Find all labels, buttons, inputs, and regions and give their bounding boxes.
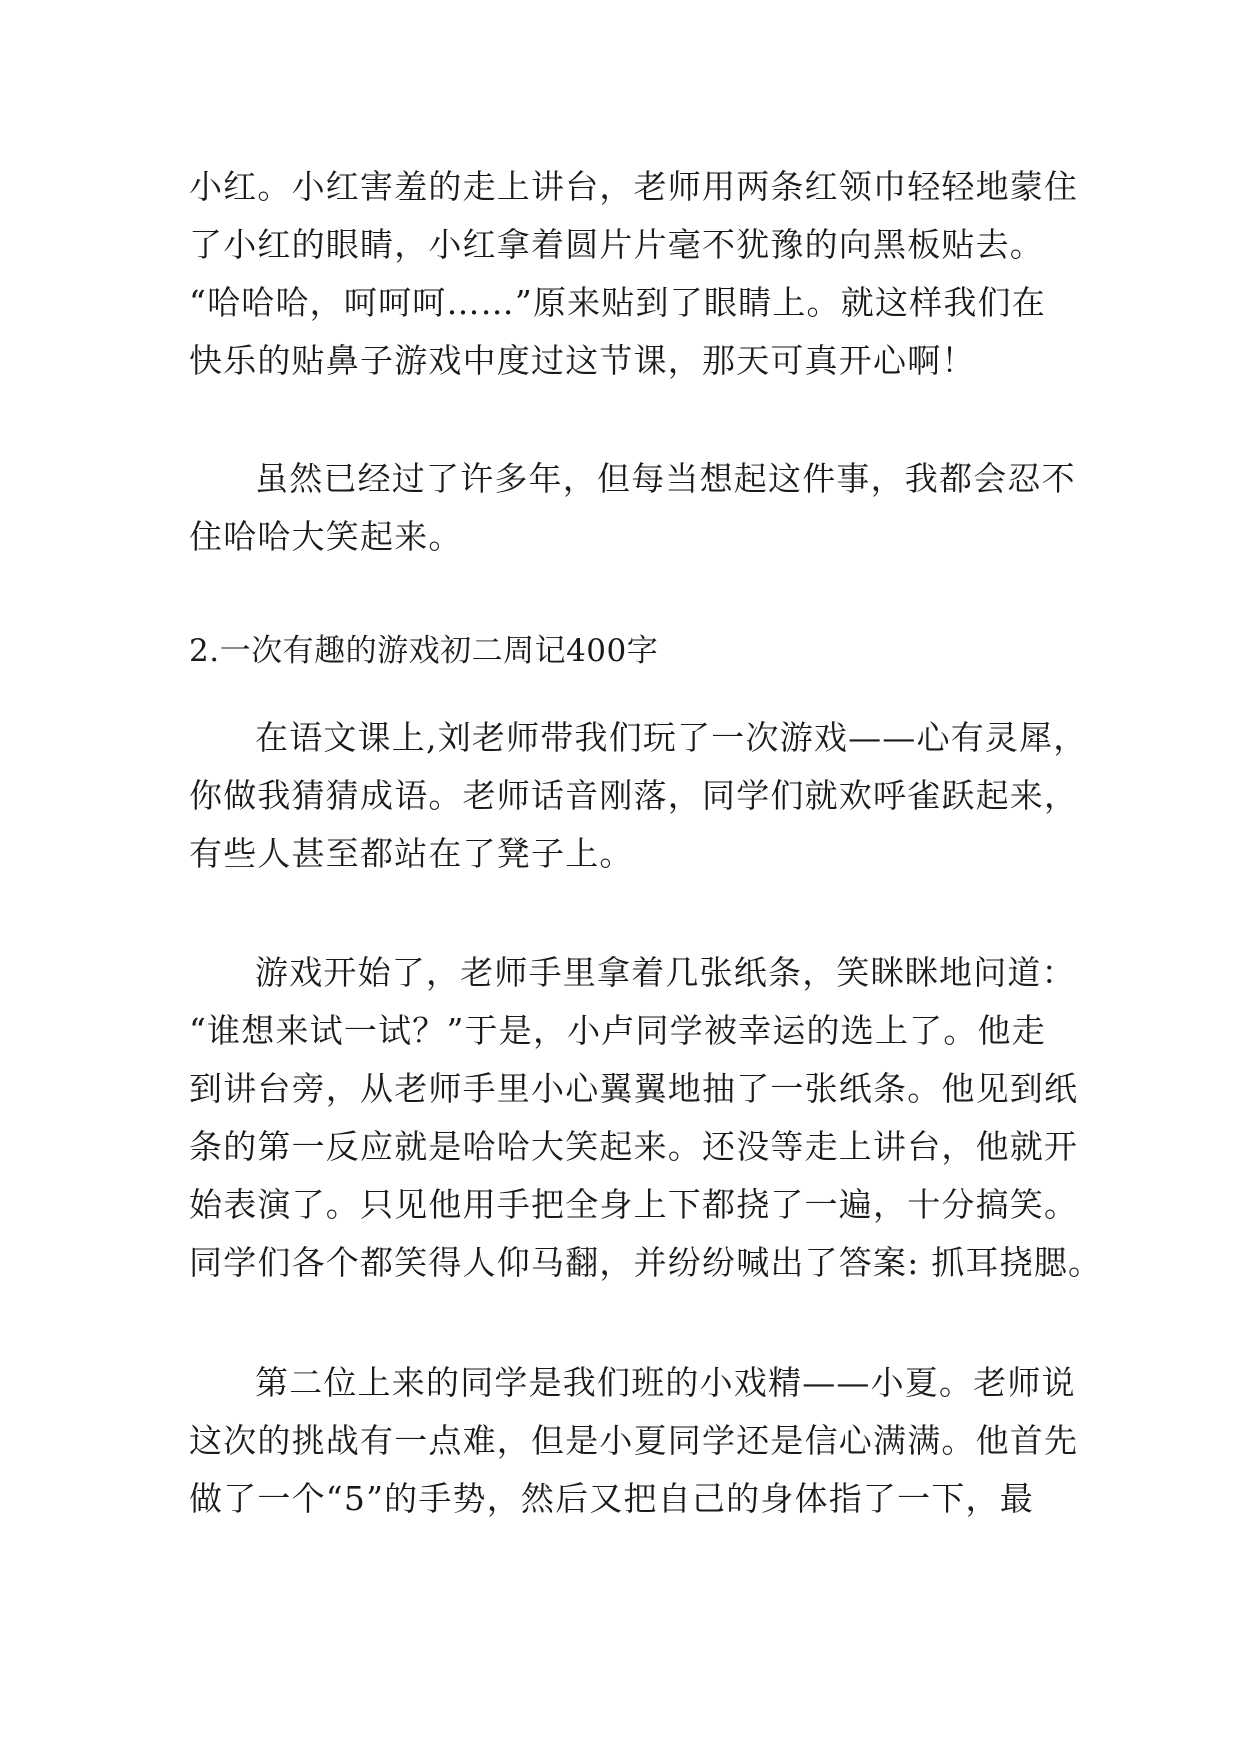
text-line: 住哈哈大笑起来。	[189, 517, 463, 556]
text-line: “谁想来试一试？”于是，小卢同学被幸运的选上了。他走	[189, 1011, 1046, 1050]
paragraph-3	[189, 709, 1088, 883]
heading-text: 2.一次有趣的游戏初二周记400字	[189, 633, 659, 669]
text-line: 第二位上来的同学是我们班的小戏精——小夏。老师说	[255, 1363, 1076, 1402]
text-line: 有些人甚至都站在了凳子上。	[189, 834, 634, 873]
paragraph-1	[189, 158, 1079, 390]
text-line: 到讲台旁，从老师手里小心翼翼地抽了一张纸条。他见到纸	[189, 1069, 1079, 1108]
paragraph-5	[189, 1354, 1079, 1528]
text-line: 条的第一反应就是哈哈大笑起来。还没等走上讲台，他就开	[189, 1127, 1079, 1166]
text-line: 这次的挑战有一点难，但是小夏同学还是信心满满。他首先	[189, 1421, 1079, 1460]
text-line: “哈哈哈，呵呵呵……”原来贴到了眼睛上。就这样我们在	[189, 283, 1046, 322]
text-line: 始表演了。只见他用手把全身上下都挠了一遍，十分搞笑。	[189, 1185, 1079, 1224]
paragraph-2	[189, 450, 1076, 566]
text-line: 虽然已经过了许多年，但每当想起这件事，我都会忍不	[255, 459, 1076, 498]
text-line: 了小红的眼睛，小红拿着圆片片毫不犹豫的向黑板贴去。	[189, 225, 1044, 264]
text-line: 快乐的贴鼻子游戏中度过这节课，那天可真开心啊！	[189, 341, 976, 380]
section-heading	[189, 622, 1061, 680]
text-line: 同学们各个都笑得人仰马翻，并纷纷喊出了答案: 抓耳挠腮。	[189, 1243, 1103, 1282]
text-line: 小红。小红害羞的走上讲台，老师用两条红领巾轻轻地蒙住	[189, 167, 1079, 206]
text-line: 游戏开始了，老师手里拿着几张纸条，笑眯眯地问道：	[255, 953, 1076, 992]
text-line: 你做我猜猜成语。老师话音刚落，同学们就欢呼雀跃起来，	[189, 776, 1079, 815]
paragraph-4	[189, 944, 1103, 1292]
text-line: 在语文课上,刘老师带我们玩了一次游戏——心有灵犀，	[255, 718, 1088, 757]
text-line: 做了一个“5”的手势，然后又把自己的身体指了一下，最	[189, 1479, 1034, 1518]
